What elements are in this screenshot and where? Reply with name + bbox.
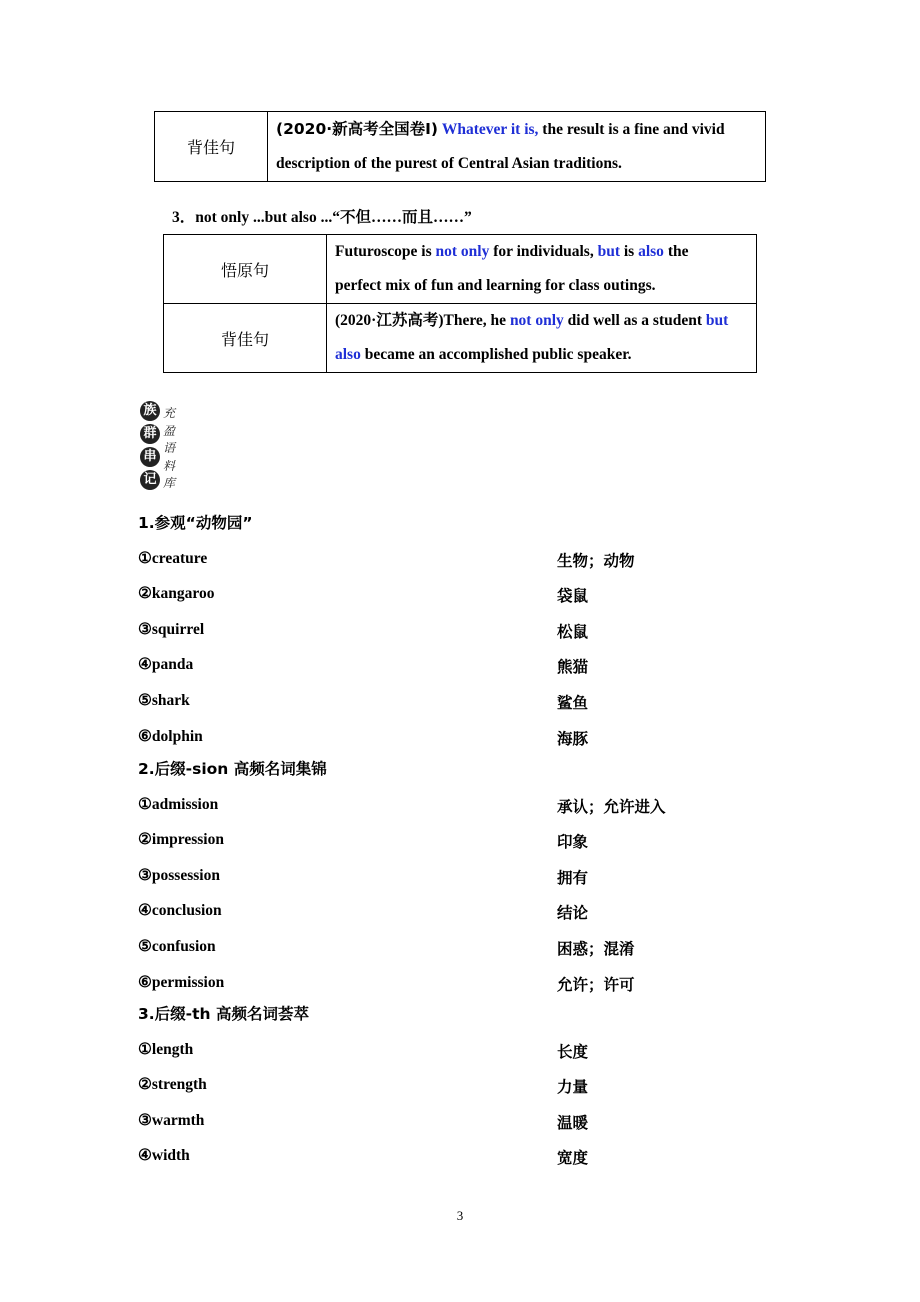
sentence-line-2: description of the purest of Central Asian traditions. [276,155,622,172]
sentence-text: did well as a student [567,312,703,329]
vocab-word: ②kangaroo [138,585,215,603]
vocab-meaning: 熊猫 [557,658,589,677]
highlight-phrase: not only [435,243,490,260]
sentence-text: (2020·江苏高考)There, he [335,312,507,329]
vocab-word: ①creature [138,549,208,567]
vocab-word: ③possession [138,866,220,884]
logo-badge: 串 [140,447,160,467]
logo-badge: 族 [140,401,160,421]
vocab-word: ⑥permission [138,973,225,991]
sentence-line-2 [335,338,748,372]
vocab-meaning: 拥有 [557,868,589,887]
logo-badge: 记 [140,470,160,490]
sentence-text: the result is a fine and vivid [542,121,725,138]
vocab-word: ⑤confusion [138,938,216,955]
example-sentence [268,112,766,182]
group-title: 3.后缀-th 高频名词荟萃 [138,1005,309,1023]
logo-badge: 群 [140,424,160,444]
logo-side-text: 充盈语料库 [163,406,176,490]
highlight-phrase: but [705,312,729,329]
section-logo [138,401,182,497]
group-title: 2.后缀-sion 高频名词集锦 [138,760,327,778]
vocab-word: ⑤shark [138,692,190,709]
vocab-word: ④conclusion [138,902,222,920]
vocab-word: ③warmth [138,1111,205,1129]
sentence-text: is [623,243,635,260]
sentence-line-1 [335,235,748,269]
sentence-text: became an accomplished public speaker. [364,346,632,363]
vocab-meaning: 困惑；混淆 [557,940,635,958]
highlight-phrase: Whatever it is, [441,121,539,138]
vocab-meaning: 力量 [557,1078,589,1097]
vocab-meaning: 袋鼠 [557,587,589,606]
vocab-word: ⑥dolphin [138,727,203,745]
vocab-word: ④panda [138,656,194,674]
vocab-word: ④width [138,1147,190,1165]
example-sentence [327,304,757,373]
vocab-meaning: 生物；动物 [557,551,635,570]
vocab-meaning: 允许；许可 [557,975,635,994]
source-tag: (2020·新高考全国卷Ⅰ) [276,120,438,138]
vocab-meaning: 结论 [557,904,589,923]
vocab-word: ②impression [138,831,224,849]
example-table-2 [163,234,757,373]
example-table-1 [154,111,766,182]
vocab-meaning: 鲨鱼 [557,694,589,712]
sentence-line-2: perfect mix of fun and learning for class outings. [335,277,656,294]
row-label: 背佳句 [164,304,327,373]
row-label: 悟原句 [164,235,327,304]
sentence-text: Futuroscope is [335,243,432,260]
section-title: 3．not only ...but also ...“不但……而且……” [172,209,472,226]
sentence-line-1 [335,304,748,338]
page-number: 3 [456,1208,464,1223]
highlight-phrase: also [335,346,361,363]
sentence-line-1 [276,112,757,147]
vocab-meaning: 松鼠 [557,622,589,641]
sentence-text: the [667,243,689,260]
highlight-phrase: but [597,243,620,260]
example-sentence [327,235,757,304]
vocab-meaning: 宽度 [557,1149,589,1168]
group-title: 1.参观“动物园” [138,514,253,532]
vocab-meaning: 温暖 [557,1113,589,1132]
vocab-word: ②strength [138,1076,207,1094]
vocab-meaning: 长度 [557,1042,589,1061]
vocab-word: ①length [138,1040,194,1058]
vocab-meaning: 承认；允许进入 [557,797,666,816]
vocab-meaning: 海豚 [557,729,589,748]
highlight-phrase: also [638,243,664,260]
row-label: 背佳句 [155,112,268,182]
vocab-meaning: 印象 [557,833,589,852]
vocab-word: ③squirrel [138,620,205,638]
vocab-word: ①admission [138,795,219,813]
highlight-phrase: not only [509,312,564,329]
sentence-text: for individuals, [493,243,594,260]
